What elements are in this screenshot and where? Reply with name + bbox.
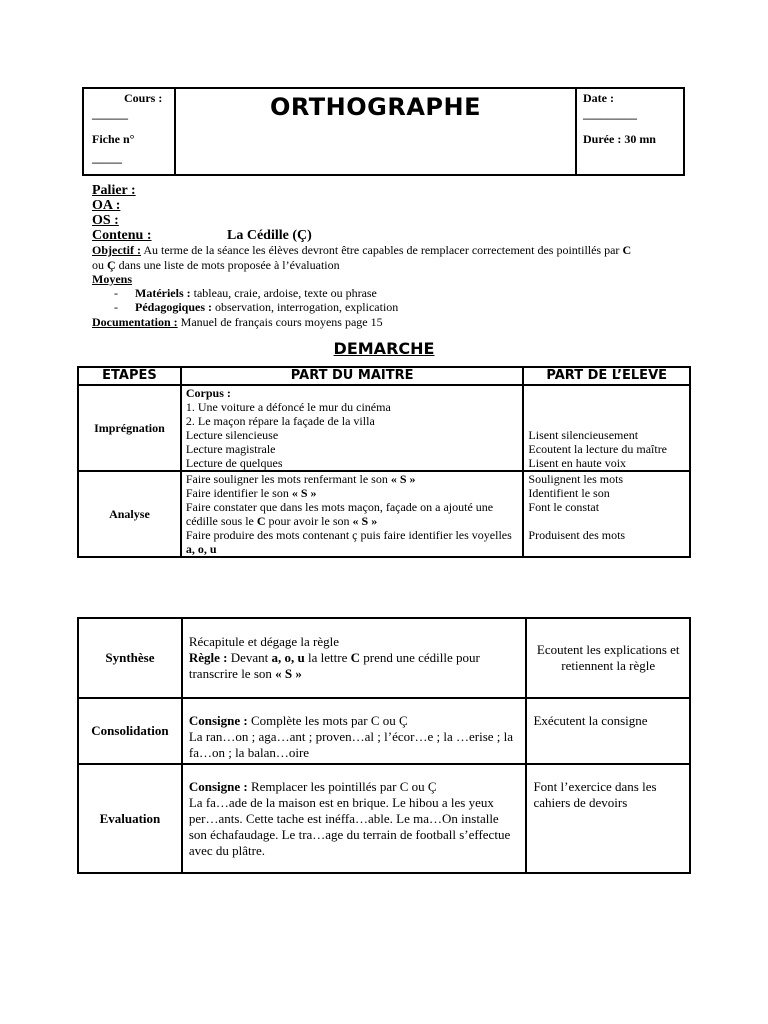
objectif-label: Objectif : xyxy=(92,243,141,257)
eleve-step: Soulignent les mots xyxy=(528,472,624,486)
duree-label: Durée : 30 mn xyxy=(583,132,656,146)
objectif-cc: Ç xyxy=(107,258,116,272)
eleve-step: Ecoutent la lecture du maître xyxy=(528,442,668,456)
maitre-synthese xyxy=(182,618,527,698)
pedagogiques-label: Pédagogiques : xyxy=(135,300,213,314)
son-s: « S » xyxy=(352,514,378,528)
word-list: La ran…on ; aga…ant ; proven…al ; l’écor…e ; la …erise ; la fa…on ; la balan…oire xyxy=(188,729,514,760)
regle-label: Règle : xyxy=(188,650,228,665)
son-s: « S » xyxy=(291,486,317,500)
documentation-line xyxy=(92,315,383,330)
corpus-label: Corpus : xyxy=(185,386,231,400)
step-consolidation: Consolidation xyxy=(78,698,182,764)
table-row-consolidation xyxy=(78,698,690,764)
letter-c: C xyxy=(350,650,360,665)
text: Faire produire des mots contenant ç puis faire identifier les voyelles xyxy=(185,528,512,542)
maitre-step xyxy=(186,500,519,528)
table-header-row xyxy=(78,367,690,385)
eleve-evaluation: Font l’exercice dans les cahiers de devoirs xyxy=(526,764,690,873)
eleve-step: Identifient le son xyxy=(528,486,610,500)
objectif-line-2 xyxy=(92,258,340,273)
table-row-synthese xyxy=(78,618,690,698)
text: prend une cédille pour transcrire le son xyxy=(188,650,480,681)
demarche-table-2 xyxy=(77,617,691,874)
step-analyse: Analyse xyxy=(78,471,181,557)
palier-label: Palier : xyxy=(92,183,136,198)
regle xyxy=(189,650,520,682)
cours-blank: ______ xyxy=(92,107,128,121)
corpus-sentence-1: 1. Une voiture a défoncé le mur du cinéma xyxy=(185,400,391,414)
eleve-step: Font le constat xyxy=(528,500,600,514)
bullet-dash: - xyxy=(114,300,118,314)
col-header-maitre: PART DU MAITRE xyxy=(181,367,524,385)
maitre-consolidation xyxy=(182,698,527,764)
eleve-step: Produisent des mots xyxy=(528,528,626,542)
objectif-text: Au terme de la séance les élèves devront être capables de remplacer correctement des pointillés par xyxy=(140,243,623,257)
table-row-analyse xyxy=(78,471,690,557)
letter-c: C xyxy=(256,514,266,528)
documentation-text: Manuel de français cours moyens page 15 xyxy=(177,315,383,329)
corpus-sentence-2: 2. Le maçon répare la façade de la villa xyxy=(185,414,375,428)
maitre-step xyxy=(186,528,519,556)
materiels-line xyxy=(114,286,377,301)
maitre-step xyxy=(186,472,519,486)
evaluation-text: La fa…ade de la maison est en brique. Le hibou a les yeux per…ants. Cette tache est inéffa…able. Le ma…On installe son échafaudage. Le tra…age du terrain de football s’effectue avec du plâtre. xyxy=(188,795,511,858)
consigne-text: Remplacer les pointillés par C ou Ç xyxy=(247,779,437,794)
header-right-cell xyxy=(575,89,683,174)
eleve-spacer xyxy=(528,514,685,528)
header-left-cell xyxy=(84,89,176,174)
maitre-step: Lecture silencieuse xyxy=(185,428,279,442)
eleve-synthese: Ecoutent les explications et retiennent la règle xyxy=(526,618,690,698)
os-label: OS : xyxy=(92,213,119,228)
pedagogiques-line xyxy=(114,300,398,315)
contenu-line xyxy=(92,228,312,243)
documentation-label: Documentation : xyxy=(92,315,178,329)
bullet-dash: - xyxy=(114,286,118,300)
date-label: Date : xyxy=(583,91,614,105)
text: la lettre xyxy=(304,650,351,665)
consigne xyxy=(189,779,520,795)
eleve-step: Lisent silencieusement xyxy=(528,428,639,442)
date-blank: _________ xyxy=(583,107,637,121)
contenu-value: La Cédille (Ç) xyxy=(227,228,312,243)
text: Faire constater que dans les mots maçon, façade on a ajouté une cédille sous le xyxy=(185,500,494,528)
objectif-line xyxy=(92,243,631,258)
table-row-evaluation xyxy=(78,764,690,873)
text: Faire souligner les mots renfermant le son xyxy=(185,472,391,486)
consigne xyxy=(189,713,520,729)
objectif-text-2a: ou xyxy=(92,258,107,272)
fiche-blank: _____ xyxy=(92,151,122,165)
eleve-analyse xyxy=(523,471,690,557)
consigne-label: Consigne : xyxy=(188,779,248,794)
text: Devant xyxy=(227,650,272,665)
header-box xyxy=(82,87,685,176)
son-s: « S » xyxy=(390,472,416,486)
maitre-analyse xyxy=(181,471,524,557)
maitre-impregnation xyxy=(181,385,524,471)
son-s: « S » xyxy=(275,666,302,681)
materiels-label: Matériels : xyxy=(135,286,191,300)
objectif-text-2b: dans une liste de mots proposée à l’évaluation xyxy=(115,258,340,272)
maitre-evaluation xyxy=(182,764,527,873)
text: pour avoir le son xyxy=(265,514,353,528)
table-row-impregnation xyxy=(78,385,690,471)
pedagogiques-text: observation, interrogation, explication xyxy=(212,300,399,314)
maitre-step: Lecture de quelques xyxy=(185,456,283,470)
col-header-etapes: ETAPES xyxy=(78,367,181,385)
eleve-consolidation: Exécutent la consigne xyxy=(526,698,690,764)
demarche-table-1 xyxy=(77,366,691,558)
materiels-text: tableau, craie, ardoise, texte ou phrase xyxy=(190,286,377,300)
page-title: ORTHOGRAPHE xyxy=(270,93,481,121)
eleve-step: Lisent en haute voix xyxy=(528,456,627,470)
moyens-label: Moyens xyxy=(92,272,132,286)
maitre-step: Récapitule et dégage la règle xyxy=(188,634,340,649)
maitre-step xyxy=(186,486,519,500)
step-impregnation: Imprégnation xyxy=(78,385,181,471)
vowels: a, o, u xyxy=(185,542,217,556)
step-synthese: Synthèse xyxy=(78,618,182,698)
text: Faire identifier le son xyxy=(185,486,292,500)
consigne-label: Consigne : xyxy=(188,713,248,728)
maitre-step: Lecture magistrale xyxy=(185,442,276,456)
cours-label: Cours : xyxy=(124,91,163,105)
consigne-text: Complète les mots par C ou Ç xyxy=(247,713,408,728)
demarche-title: DEMARCHE xyxy=(333,339,435,358)
step-evaluation: Evaluation xyxy=(78,764,182,873)
oa-label: OA : xyxy=(92,198,121,213)
fiche-label: Fiche n° xyxy=(92,132,135,146)
eleve-impregnation xyxy=(523,385,690,471)
objectif-c: C xyxy=(622,243,632,257)
col-header-eleve: PART DE L’ELEVE xyxy=(523,367,690,385)
contenu-label: Contenu : xyxy=(92,228,152,243)
vowels: a, o, u xyxy=(271,650,305,665)
